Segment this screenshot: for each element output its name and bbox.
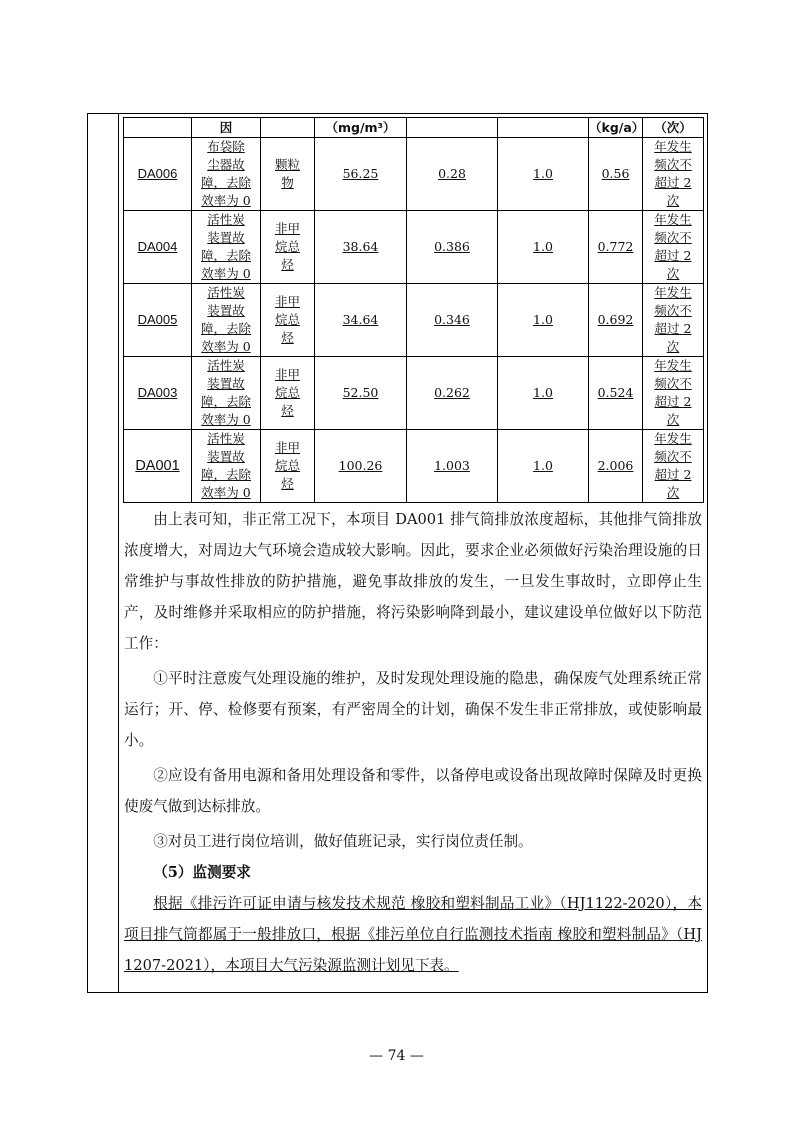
- fault-reason: 活性炭 装置故 障，去除 效率为 0: [192, 284, 261, 357]
- emission-amount: 2.006: [589, 430, 643, 503]
- header-cell: [124, 118, 192, 138]
- paragraph-analysis: 由上表可知，非正常工况下，本项目 DA001 排气筒排放浓度超标，其他排气筒排放浓度增大，对周边大气环境会造成较大影响。因此，要求企业必须做好污染治理设施的日常维护与事故性排放的防护措施，避免事故排放的发生，一旦发生事故时，立即停止生产，及时维修并采取相应的防护措施，将污染影响降到最小，建议建设单位做好以下防范工作：: [124, 511, 702, 652]
- emission-rate: 0.28: [407, 138, 498, 211]
- duration: 1.0: [498, 357, 589, 430]
- outlet-id: DA004: [124, 211, 192, 284]
- pollutant: 颗粒 物: [261, 138, 315, 211]
- pollutant: 非甲 烷总 烃: [261, 284, 315, 357]
- body-text: [124, 504, 702, 981]
- fault-reason: 活性炭 装置故 障，去除 效率为 0: [192, 211, 261, 284]
- duration: 1.0: [498, 284, 589, 357]
- frequency: 年发生 频次不 超过 2 次: [643, 430, 704, 503]
- table-header-row: [124, 118, 704, 138]
- table-row: [124, 138, 704, 211]
- concentration: 52.50: [315, 357, 407, 430]
- emission-table: [123, 117, 704, 503]
- outlet-id: DA005: [124, 284, 192, 357]
- fault-reason: 布袋除 尘器故 障，去除 效率为 0: [192, 138, 261, 211]
- emission-rate: 0.386: [407, 211, 498, 284]
- paragraph-measure-2: ②应设有备用电源和备用处理设备和零件，以备停电或设备出现故障时保障及时更换使废气做到达标排放。: [124, 767, 702, 815]
- paragraph-monitoring: 根据《排污许可证申请与核发技术规范 橡胶和塑料制品工业》（HJ1122-2020），本项目排气筒都属于一般排放口，根据《排污单位自行监测技术指南 橡胶和塑料制品》（HJ 1207-2021），本项目大气污染源监测计划见下表。: [124, 895, 702, 974]
- frequency: 年发生 频次不 超过 2 次: [643, 138, 704, 211]
- paragraph-measure-3: ③对员工进行岗位培训，做好值班记录，实行岗位责任制。: [153, 833, 533, 850]
- duration: 1.0: [498, 138, 589, 211]
- concentration: 38.64: [315, 211, 407, 284]
- emission-amount: 0.524: [589, 357, 643, 430]
- frequency: 年发生 频次不 超过 2 次: [643, 284, 704, 357]
- emission-rate: 0.262: [407, 357, 498, 430]
- frequency: 年发生 频次不 超过 2 次: [643, 211, 704, 284]
- outlet-id: DA003: [124, 357, 192, 430]
- emission-amount: 0.56: [589, 138, 643, 211]
- duration: 1.0: [498, 430, 589, 503]
- fault-reason: 活性炭 装置故 障，去除 效率为 0: [192, 357, 261, 430]
- page-number: — 74 —: [369, 1048, 424, 1064]
- frame-divider: [118, 113, 119, 993]
- paragraph-measure-1: ①平时注意废气处理设施的维护，及时发现处理设施的隐患，确保废气处理系统正常运行；开、停、检修要有预案，有严密周全的计划，确保不发生非正常排放，或使影响最小。: [124, 670, 702, 749]
- emission-amount: 0.772: [589, 211, 643, 284]
- frequency: 年发生 频次不 超过 2 次: [643, 357, 704, 430]
- table-row: [124, 357, 704, 430]
- concentration: 100.26: [315, 430, 407, 503]
- concentration: 56.25: [315, 138, 407, 211]
- duration: 1.0: [498, 211, 589, 284]
- header-cell: [498, 118, 589, 138]
- table-row: [124, 430, 704, 503]
- pollutant: 非甲 烷总 烃: [261, 357, 315, 430]
- table-row: [124, 211, 704, 284]
- concentration: 34.64: [315, 284, 407, 357]
- fault-reason: 活性炭 装置故 障，去除 效率为 0: [192, 430, 261, 503]
- emission-rate: 0.346: [407, 284, 498, 357]
- header-cell: 因: [192, 118, 261, 138]
- pollutant: 非甲 烷总 烃: [261, 211, 315, 284]
- header-cell: （mg/m³）: [315, 118, 407, 138]
- header-cell: [407, 118, 498, 138]
- pollutant: 非甲 烷总 烃: [261, 430, 315, 503]
- outlet-id: DA006: [124, 138, 192, 211]
- outlet-id: DA001: [124, 430, 192, 503]
- header-cell: （kg/a）: [589, 118, 643, 138]
- header-cell: （次）: [643, 118, 704, 138]
- emission-rate: 1.003: [407, 430, 498, 503]
- section-heading: （5）监测要求: [153, 864, 251, 881]
- table-row: [124, 284, 704, 357]
- emission-amount: 0.692: [589, 284, 643, 357]
- header-cell: [261, 118, 315, 138]
